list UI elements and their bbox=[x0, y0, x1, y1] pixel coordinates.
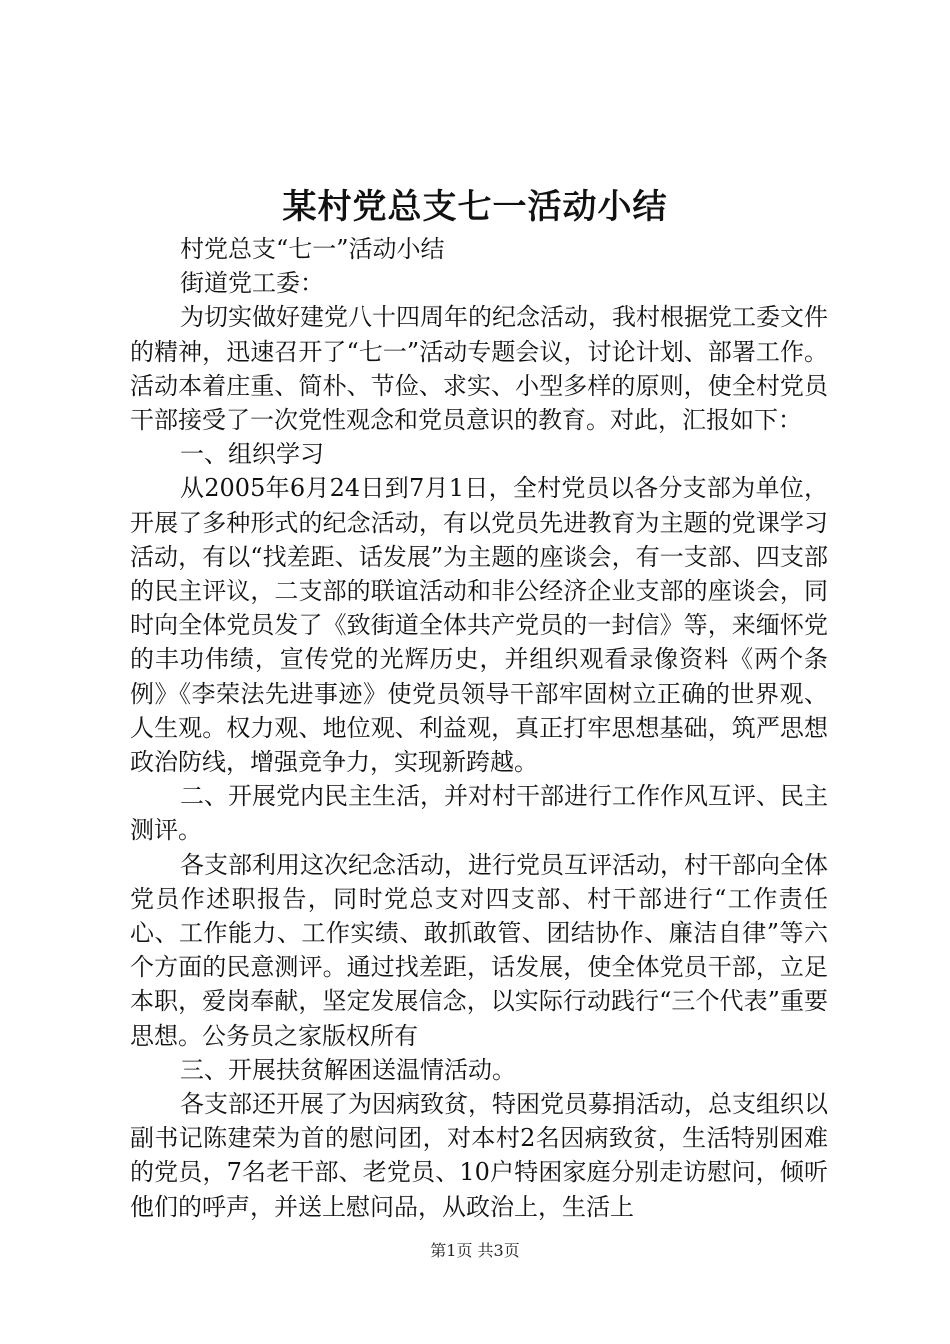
paragraph-heading: 村党总支“七一”活动小结 bbox=[180, 235, 445, 263]
page-footer: 第1页 共3页 bbox=[430, 1241, 520, 1260]
paragraph-intro: 为切实做好建党八十四周年的纪念活动，我村根据党工委文件的精神，迅速召开了“七一”活动专题会议，讨论计划、部署工作。活动本着庄重、简朴、节俭、求实、小型多样的原则，使全村党员干部接受了一次党性观念和党员意识的教育。对此，汇报如下： bbox=[130, 303, 828, 435]
paragraph-section-3: 各支部还开展了为因病致贫，特困党员募捐活动，总支组织以副书记陈建荣为首的慰问团，对本村2名因病致贫，生活特别困难的党员，7名老干部、老党员、10户特困家庭分别走访慰问，倾听他们的呼声，并送上慰问品，从政治上，生活上 bbox=[130, 1090, 828, 1221]
section-heading-3: 三、开展扶贫解困送温情活动。 bbox=[180, 1055, 516, 1084]
document-body bbox=[130, 232, 828, 1224]
paragraph-salutation: 街道党工委： bbox=[180, 269, 324, 298]
paragraph-section-1: 从2005年6月24日到7月1日，全村党员以各分支部为单位，开展了多种形式的纪念活动，有以党员先进教育为主题的党课学习活动，有以“找差距、话发展”为主题的座谈会，有一支部、四支部的民主评议，二支部的联谊活动和非公经济企业支部的座谈会，同时向全体党员发了《致街道全体共产党员的一封信》等，来缅怀党的丰功伟绩，宣传党的光辉历史，并组织观看录像资料《两个条例》《李荣法先进事迹》使党员领导干部牢固树立正确的世界观、人生观。权力观、地位观、利益观，真正打牢思想基础，筑严思想政治防线，增强竞争力，实现新跨越。 bbox=[130, 474, 828, 777]
section-heading-1: 一、组织学习 bbox=[180, 440, 324, 469]
paragraph-section-2: 各支部利用这次纪念活动，进行党员互评活动，村干部向全体党员作述职报告，同时党总支对四支部、村干部进行“工作责任心、工作能力、工作实绩、敢抓敢管、团结协作、廉洁自律”等六个方面的民意测评。通过找差距，话发展，使全体党员干部，立足本职，爱岗奉献，坚定发展信念，以实际行动践行“三个代表”重要思想。公务员之家版权所有 bbox=[130, 850, 828, 1050]
document-title: 某村党总支七一活动小结 bbox=[282, 187, 668, 227]
section-heading-2: 二、开展党内民主生活，并对村干部进行工作作风互评、民主测评。 bbox=[130, 782, 828, 845]
